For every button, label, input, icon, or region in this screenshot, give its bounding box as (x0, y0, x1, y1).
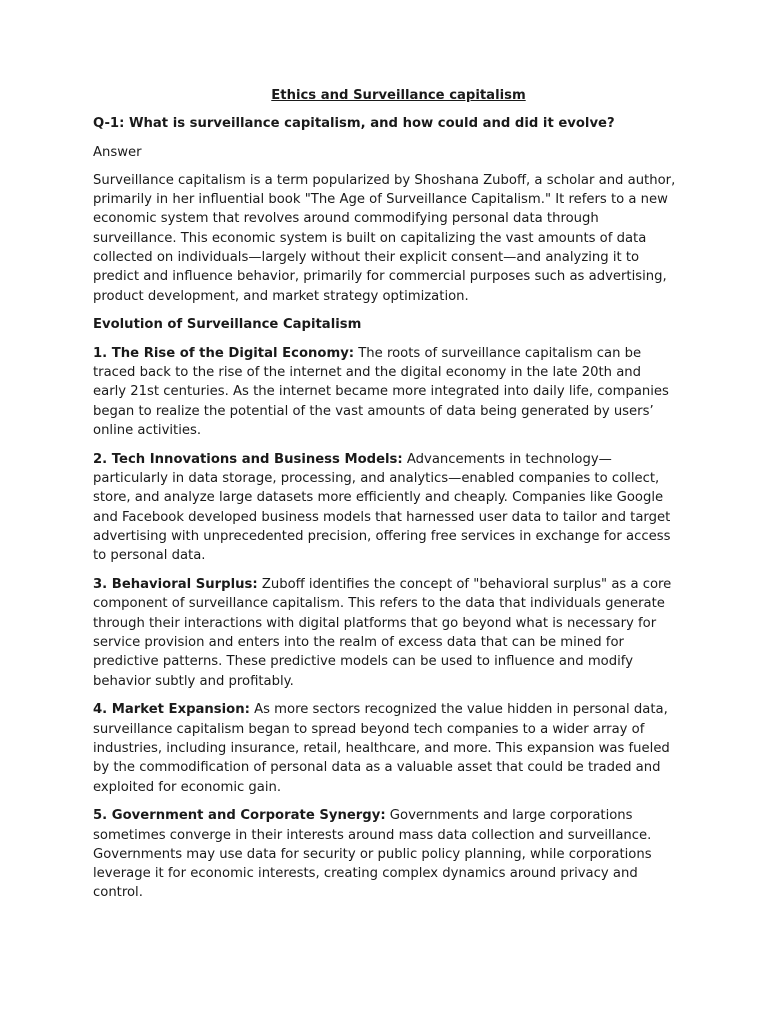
point-term: 5. Government and Corporate Synergy: (93, 808, 386, 824)
intro-paragraph: Surveillance capitalism is a term popularized by Shoshana Zuboff, a scholar and author, primarily in her influential book "The Age of Surveillance Capitalism." It refers to a new economic system that revolves around commodifying personal data through surveillance. This economic system is built on capitalizing the vast amounts of data collected on individuals—largely without their explicit consent—and analyzing it to predict and influence behavior, primarily for commercial purposes such as advertising, product development, and market strategy optimization. (93, 172, 676, 304)
answer-label: Answer (93, 144, 142, 160)
evolution-point-4 (93, 700, 678, 796)
evolution-point-2 (93, 450, 678, 566)
point-term: 1. The Rise of the Digital Economy: (93, 345, 355, 361)
document-title: Ethics and Surveillance capitalism (271, 88, 526, 103)
point-text: Zuboff identifies the concept of "behavioral surplus" as a core component of surveillance capitalism. This refers to the data that individuals generate through their interactions with digital platforms that go beyond what is necessary for service provision and enters into the realm of excess data that can be mined for predictive patterns. These predictive models can be used to influence and modify behavior subtly and profitably. (93, 577, 672, 689)
point-text: Governments and large corporations sometimes converge in their interests around mass data collection and surveillance. Governments may use data for security or public policy planning, while corporations leverage it for economic interests, creating complex dynamics around privacy and control. (93, 808, 652, 901)
point-term: 2. Tech Innovations and Business Models: (93, 451, 403, 467)
point-text: The roots of surveillance capitalism can be traced back to the rise of the internet and the digital economy in the late 20th and early 21st centuries. As the internet became more integrated into daily life, companies began to realize the potential of the vast amounts of data being generated by users’ online activities. (93, 345, 669, 438)
section-heading: Evolution of Surveillance Capitalism (93, 317, 362, 333)
point-text: As more sectors recognized the value hidden in personal data, surveillance capitalism began to spread beyond tech companies to a wider array of industries, including insurance, retail, healthcare, and more. This expansion was fueled by the commodification of personal data as a valuable asset that could be traded and exploited for economic gain. (93, 702, 670, 795)
document-page (93, 86, 678, 912)
point-term: 4. Market Expansion: (93, 702, 250, 718)
point-text: Advancements in technology—particularly in data storage, processing, and analytics—enabled companies to collect, store, and analyze large datasets more efficiently and cheaply. Companies like Google and Facebook developed business models that harnessed user data to tailor and target advertising with unprecedented precision, offering free services in exchange for access to personal data. (93, 451, 671, 564)
point-term: 3. Behavioral Surplus: (93, 577, 258, 593)
evolution-point-1 (93, 344, 678, 440)
question-heading: Q-1: What is surveillance capitalism, and how could and did it evolve? (93, 116, 615, 132)
evolution-point-3 (93, 575, 678, 691)
evolution-point-5 (93, 806, 678, 902)
